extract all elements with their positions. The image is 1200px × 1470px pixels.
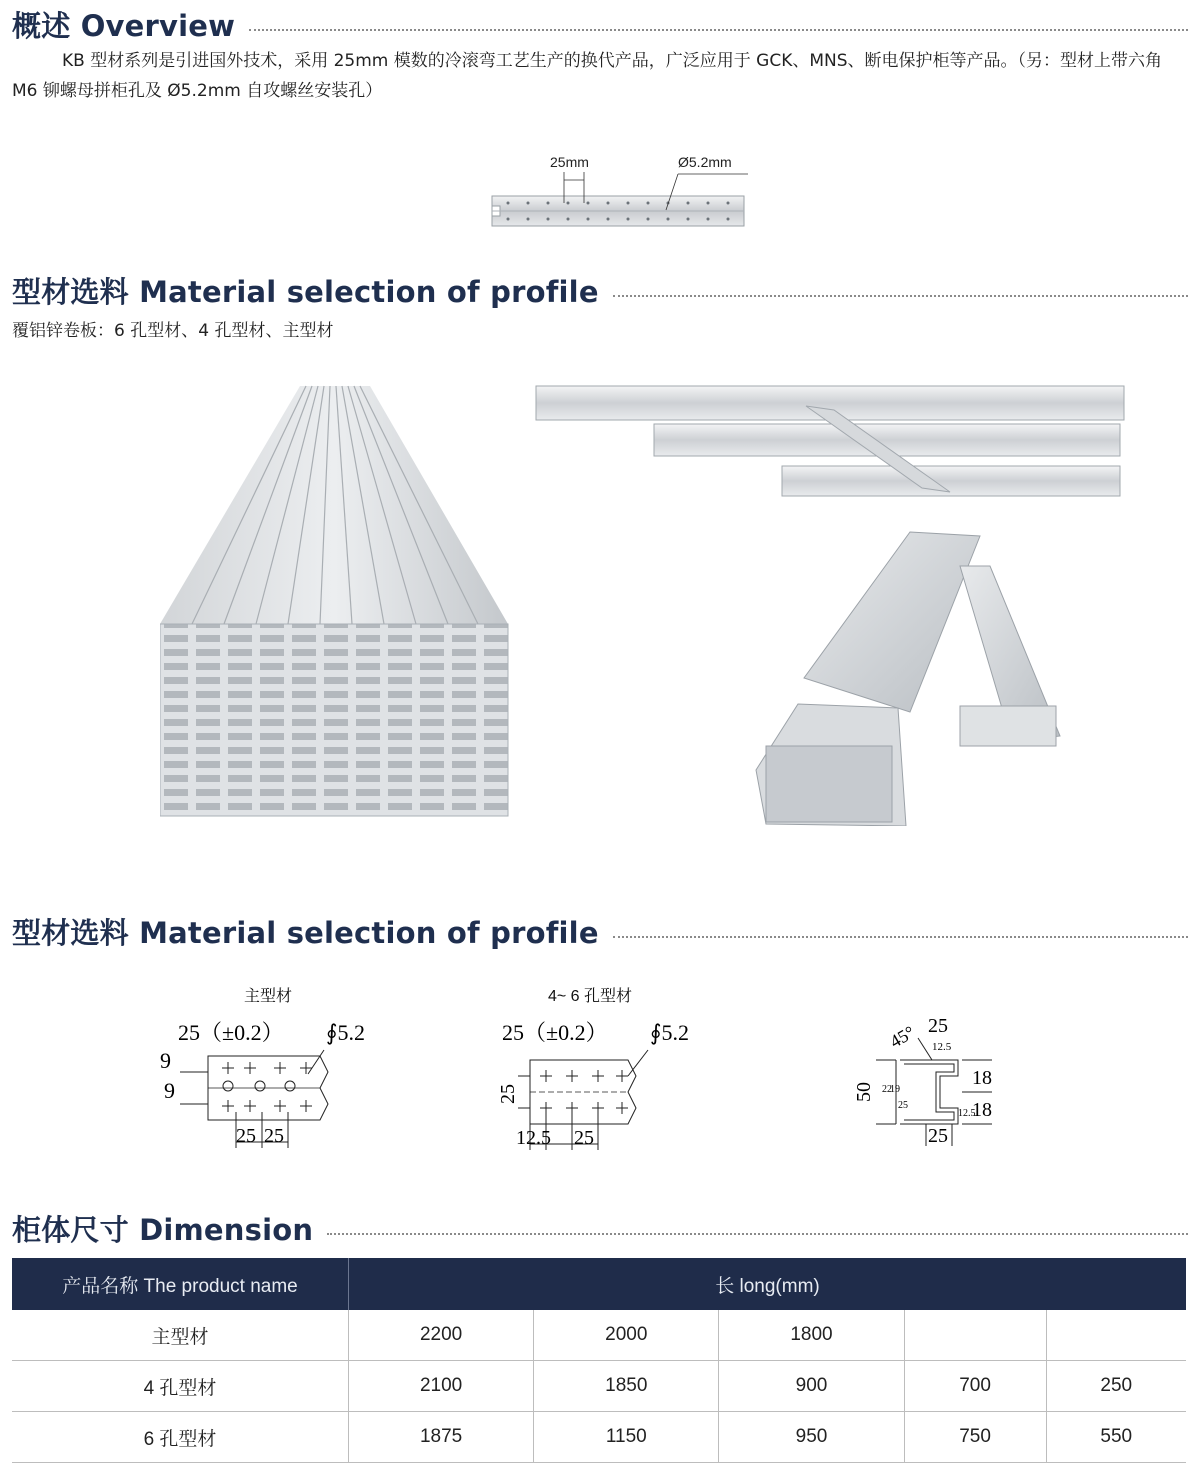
overview-text: KB 型材系列是引进国外技术，采用 25mm 模数的冷滚弯工艺生产的换代产品，广泛应用于 GCK、MNS、断电保护柜等产品。（另：型材上带六角 M6 铆螺母拼柜孔及 Ø5.2mm 自攻螺丝安装孔） bbox=[12, 51, 1163, 101]
header-product-name: 产品名称 The product name bbox=[12, 1258, 349, 1310]
offset-12-5-label: 12.5 bbox=[516, 1127, 551, 1149]
drawings-title: 型材选料 Material selection of profile bbox=[12, 916, 599, 950]
overview-title: 概述 Overview bbox=[12, 9, 236, 43]
bottom-25-label: 25 bbox=[928, 1125, 948, 1147]
title-divider bbox=[249, 29, 1188, 31]
length-cell: 2200 bbox=[349, 1310, 534, 1361]
main-profile-drawing bbox=[150, 1010, 390, 1160]
angle-45-label: 45° bbox=[886, 1021, 919, 1052]
inner-12-5-label: 12.5 bbox=[958, 1108, 976, 1119]
length-cell: 1150 bbox=[534, 1412, 719, 1463]
dim-9-a: 9 bbox=[160, 1048, 171, 1073]
overview-header bbox=[12, 4, 1188, 45]
material-header bbox=[12, 270, 1188, 311]
right-18-b-label: 18 bbox=[972, 1099, 992, 1121]
hole-profile-drawing bbox=[488, 1010, 728, 1160]
length-cell: 1875 bbox=[349, 1412, 534, 1463]
height-25-label: 25 bbox=[497, 1084, 519, 1104]
dimension-table bbox=[12, 1258, 1186, 1463]
length-cell bbox=[1046, 1310, 1186, 1361]
product-name-cell: 6 孔型材 bbox=[12, 1412, 349, 1463]
length-cell: 900 bbox=[719, 1361, 904, 1412]
pitch-label: 25mm bbox=[550, 154, 589, 170]
stacked-profiles-photo bbox=[160, 380, 512, 820]
hole-dia-label: ∮5.2 bbox=[326, 1020, 365, 1045]
table-row bbox=[12, 1361, 1186, 1412]
title-divider bbox=[327, 1233, 1188, 1235]
inner-25-label: 25 bbox=[898, 1100, 908, 1111]
tolerance-label: 25（±0.2） bbox=[178, 1020, 284, 1045]
hole-profile-caption: 4~ 6 孔型材 bbox=[547, 988, 633, 1005]
length-cell: 550 bbox=[1046, 1412, 1186, 1463]
pitch-25-b: 25 bbox=[264, 1125, 284, 1147]
product-name-cell: 主型材 bbox=[12, 1310, 349, 1361]
main-profile-caption: 主型材 bbox=[243, 988, 292, 1005]
tolerance-label: 25（±0.2） bbox=[502, 1020, 608, 1045]
dim-9-b: 9 bbox=[164, 1078, 175, 1103]
header-length: 长 long(mm) bbox=[349, 1258, 1187, 1310]
length-cell: 1850 bbox=[534, 1361, 719, 1412]
title-divider bbox=[613, 936, 1188, 938]
hole-label: Ø5.2mm bbox=[678, 154, 732, 170]
table-row bbox=[12, 1412, 1186, 1463]
length-cell: 250 bbox=[1046, 1361, 1186, 1412]
length-cell: 950 bbox=[719, 1412, 904, 1463]
title-divider bbox=[613, 295, 1188, 297]
height-50-label: 50 bbox=[853, 1082, 875, 1102]
pitch-25-label: 25 bbox=[574, 1127, 594, 1149]
long-rails-photo bbox=[530, 380, 1130, 510]
channel-sections-photo bbox=[750, 526, 1070, 826]
table-header-row bbox=[12, 1258, 1186, 1310]
product-name-cell: 4 孔型材 bbox=[12, 1361, 349, 1412]
top-25-label: 25 bbox=[928, 1015, 948, 1037]
table-row bbox=[12, 1310, 1186, 1361]
material-text: 覆铝锌卷板：6 孔型材、4 孔型材、主型材 bbox=[12, 321, 334, 341]
material-title: 型材选料 Material selection of profile bbox=[12, 275, 599, 309]
length-cell: 750 bbox=[904, 1412, 1046, 1463]
length-cell: 2000 bbox=[534, 1310, 719, 1361]
length-cell bbox=[904, 1310, 1046, 1361]
length-cell: 2100 bbox=[349, 1361, 534, 1412]
length-cell: 700 bbox=[904, 1361, 1046, 1412]
length-cell: 1800 bbox=[719, 1310, 904, 1361]
pitch-25-a: 25 bbox=[236, 1125, 256, 1147]
hole-dia-label: ∮5.2 bbox=[650, 1020, 689, 1045]
cross-section-drawing bbox=[840, 1008, 1020, 1158]
drawings-header bbox=[12, 911, 1188, 952]
dimension-header bbox=[12, 1208, 1188, 1249]
dimension-title: 柜体尺寸 Dimension bbox=[12, 1213, 314, 1247]
small-12-5-label: 12.5 bbox=[932, 1041, 952, 1053]
inner-22-label: 22 bbox=[882, 1084, 892, 1095]
inner-19-label: 19 bbox=[890, 1084, 900, 1095]
right-18-a-label: 18 bbox=[972, 1067, 992, 1089]
